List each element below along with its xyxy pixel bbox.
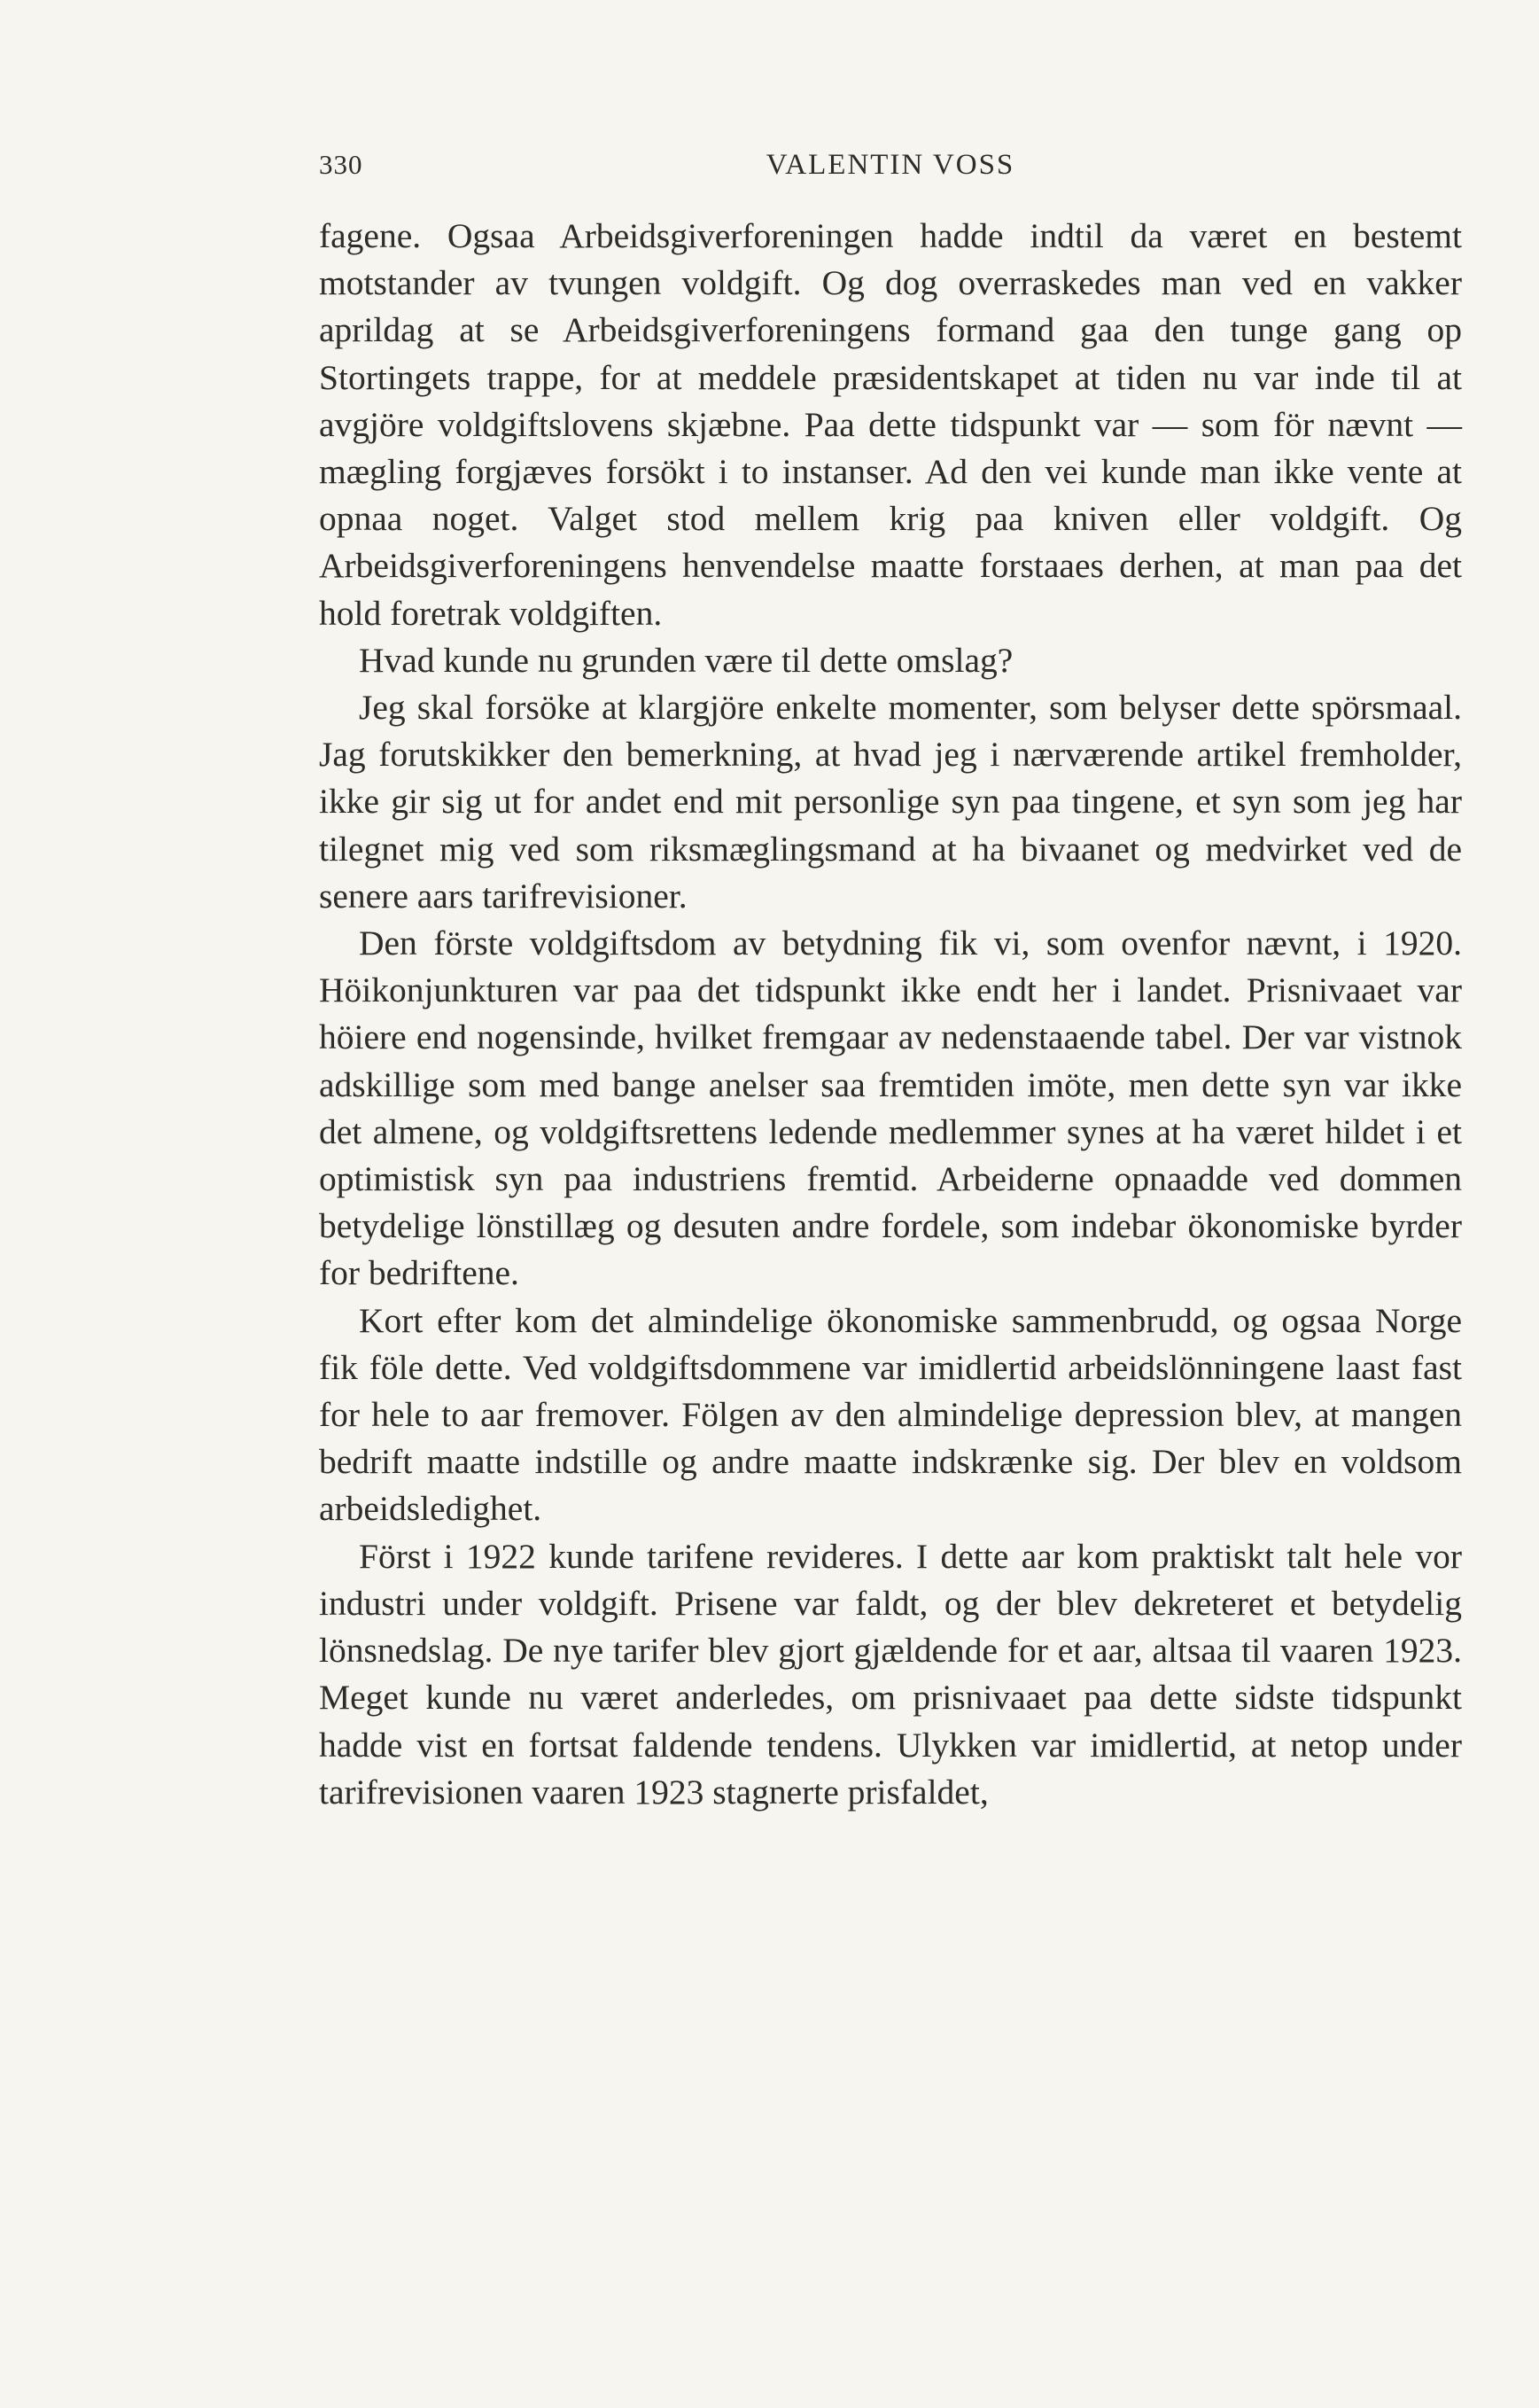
paragraph-5: Kort efter kom det almindelige ökonomiske sammenbrudd, og ogsaa Norge fik föle dette. Ved voldgiftsdommene var imidlertid arbeidslönningene laast fast for hele to aar fremover. Fölgen av den almindelige depression blev, at mangen bedrift maatte indstille og andre maatte indskrænke sig. Der blev en voldsom arbeidsledighet. xyxy=(319,1300,1462,1529)
paragraph-2: Hvad kunde nu grunden være til dette omslag? xyxy=(359,640,1014,680)
paragraph-1: fagene. Ogsaa Arbeidsgiverforeningen hadde indtil da været en bestemt motstander av tvungen voldgift. Og dog overraskedes man ved en vakker aprildag at se Arbeidsgiverforeningens formand gaa den tunge gang op Stortingets trappe, for at meddele præsidentskapet at tiden nu var inde til at avgjöre voldgiftslovens skjæbne. Paa dette tidspunkt var — som för nævnt — mægling forgjæves forsökt i to instanser. Ad den vei kunde man ikke vente at opnaa noget. Valget stod mellem krig paa kniven eller voldgift. Og Arbeidsgiverforeningens henvendelse maatte forstaaes derhen, at man paa det hold foretrak voldgiften. xyxy=(319,216,1462,633)
body-text xyxy=(319,213,1462,1816)
running-head xyxy=(319,149,1462,188)
paragraph-6: Först i 1922 kunde tarifene revideres. I dette aar kom praktiskt talt hele vor industri under voldgift. Prisene var faldt, og der blev dekreteret et betydelig lönsnedslag. De nye tarifer blev gjort gjældende for et aar, altsaa til vaaren 1923. Meget kunde nu været anderledes, om prisnivaaet paa dette sidste tidspunkt hadde vist en fortsat faldende tendens. Ulykken var imidlertid, at netop under tarifrevisionen vaaren 1923 stagnerte prisfaldet, xyxy=(319,1536,1462,1812)
page-number: 330 xyxy=(319,149,363,180)
paragraph-4: Den förste voldgiftsdom av betydning fik vi, som ovenfor nævnt, i 1920. Höikonjunkturen var paa det tidspunkt ikke endt her i landet. Prisnivaaet var höiere end nogensinde, hvilket fremgaar av nedenstaaende tabel. Der var vistnok adskillige som med bange anelser saa fremtiden imöte, men dette syn var ikke det almene, og voldgiftsrettens ledende medlemmer synes at ha været hildet i et optimistisk syn paa industriens fremtid. Arbeiderne opnaadde ved dommen betydelige lönstillæg og desuten andre fordele, som indebar ökonomiske byrder for bedriftene. xyxy=(319,923,1462,1293)
paragraph-3: Jeg skal forsöke at klargjöre enkelte momenter, som belyser dette spörsmaal. Jag forutskikker den bemerkning, at hvad jeg i nærværende artikel fremholder, ikke gir sig ut for andet end mit personlige syn paa tingene, et syn som jeg har tilegnet mig ved som riksmæglingsmand at ha bivaanet og medvirket ved de senere aars tarifrevisioner. xyxy=(319,688,1462,916)
running-title: VALENTIN VOSS xyxy=(766,149,1015,181)
